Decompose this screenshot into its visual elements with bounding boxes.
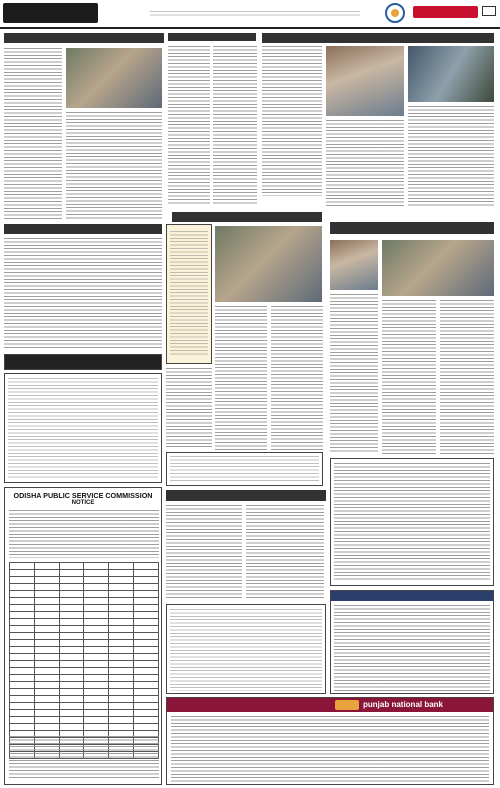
anniversary-logo: [380, 2, 410, 24]
headline-story-5: [4, 224, 162, 234]
article-3-photo-2: [408, 46, 494, 102]
opsc-intro: [9, 510, 159, 558]
article-7-col-b: [382, 300, 436, 454]
pnb-name: punjab national bank: [363, 700, 444, 709]
article-1-photo: [66, 48, 162, 108]
article-8-col-a: [166, 505, 242, 600]
article-3-photo: [326, 46, 404, 116]
masthead: [0, 0, 500, 26]
newspaper-logo: [413, 6, 478, 18]
market-rates-box: [166, 224, 212, 364]
article-6-body-c: [166, 368, 212, 448]
headline-story-1: [4, 33, 164, 43]
tender-notice-1: [4, 373, 162, 483]
article-7-col-a: [330, 294, 378, 454]
article-7-col-c: [440, 300, 494, 454]
article-2-col-a: [168, 46, 210, 206]
advertisement-banner: [4, 354, 162, 370]
opsc-vacancy-table: [9, 562, 159, 759]
opsc-notice-label: NOTICE: [71, 500, 95, 506]
opsc-title: ODISHA PUBLIC SERVICE COMMISSION: [13, 491, 153, 500]
tender-notice-2: [166, 452, 323, 486]
section-title-block: [3, 3, 98, 23]
article-6-body-a: [215, 306, 267, 451]
dateline: [150, 11, 360, 16]
pnb-body: [171, 716, 489, 782]
article-1-col-b: [66, 112, 162, 220]
headline-story-2: [168, 33, 256, 41]
article-6-body-b: [271, 306, 323, 451]
hydro-power-notice: [330, 590, 494, 694]
headline-story-7: [330, 222, 494, 234]
article-1-col-a: [4, 48, 62, 220]
pnb-banner: [167, 698, 493, 712]
opsc-footer: [9, 736, 159, 780]
headline-story-4: [172, 212, 322, 222]
article-3-col-a: [262, 46, 322, 196]
pnb-notice: [166, 697, 494, 785]
masthead-rule: [0, 27, 500, 29]
article-3-col-c: [408, 106, 494, 208]
article-6-photo: [215, 226, 322, 302]
article-5-body: [4, 238, 162, 348]
headline-story-8: [166, 490, 326, 501]
page-number-box: [482, 6, 496, 16]
electricity-tender-notice: [330, 458, 494, 586]
pnb-logo-icon: [335, 700, 359, 710]
tender-notice-3: [166, 604, 326, 694]
opsc-notice: [4, 487, 162, 785]
article-7-photo-b: [382, 240, 494, 296]
article-7-photo-a: [330, 240, 378, 290]
article-3-col-b: [326, 120, 404, 208]
article-2-col-b: [213, 46, 257, 206]
article-8-col-b: [246, 505, 324, 600]
headline-story-3: [262, 33, 494, 43]
